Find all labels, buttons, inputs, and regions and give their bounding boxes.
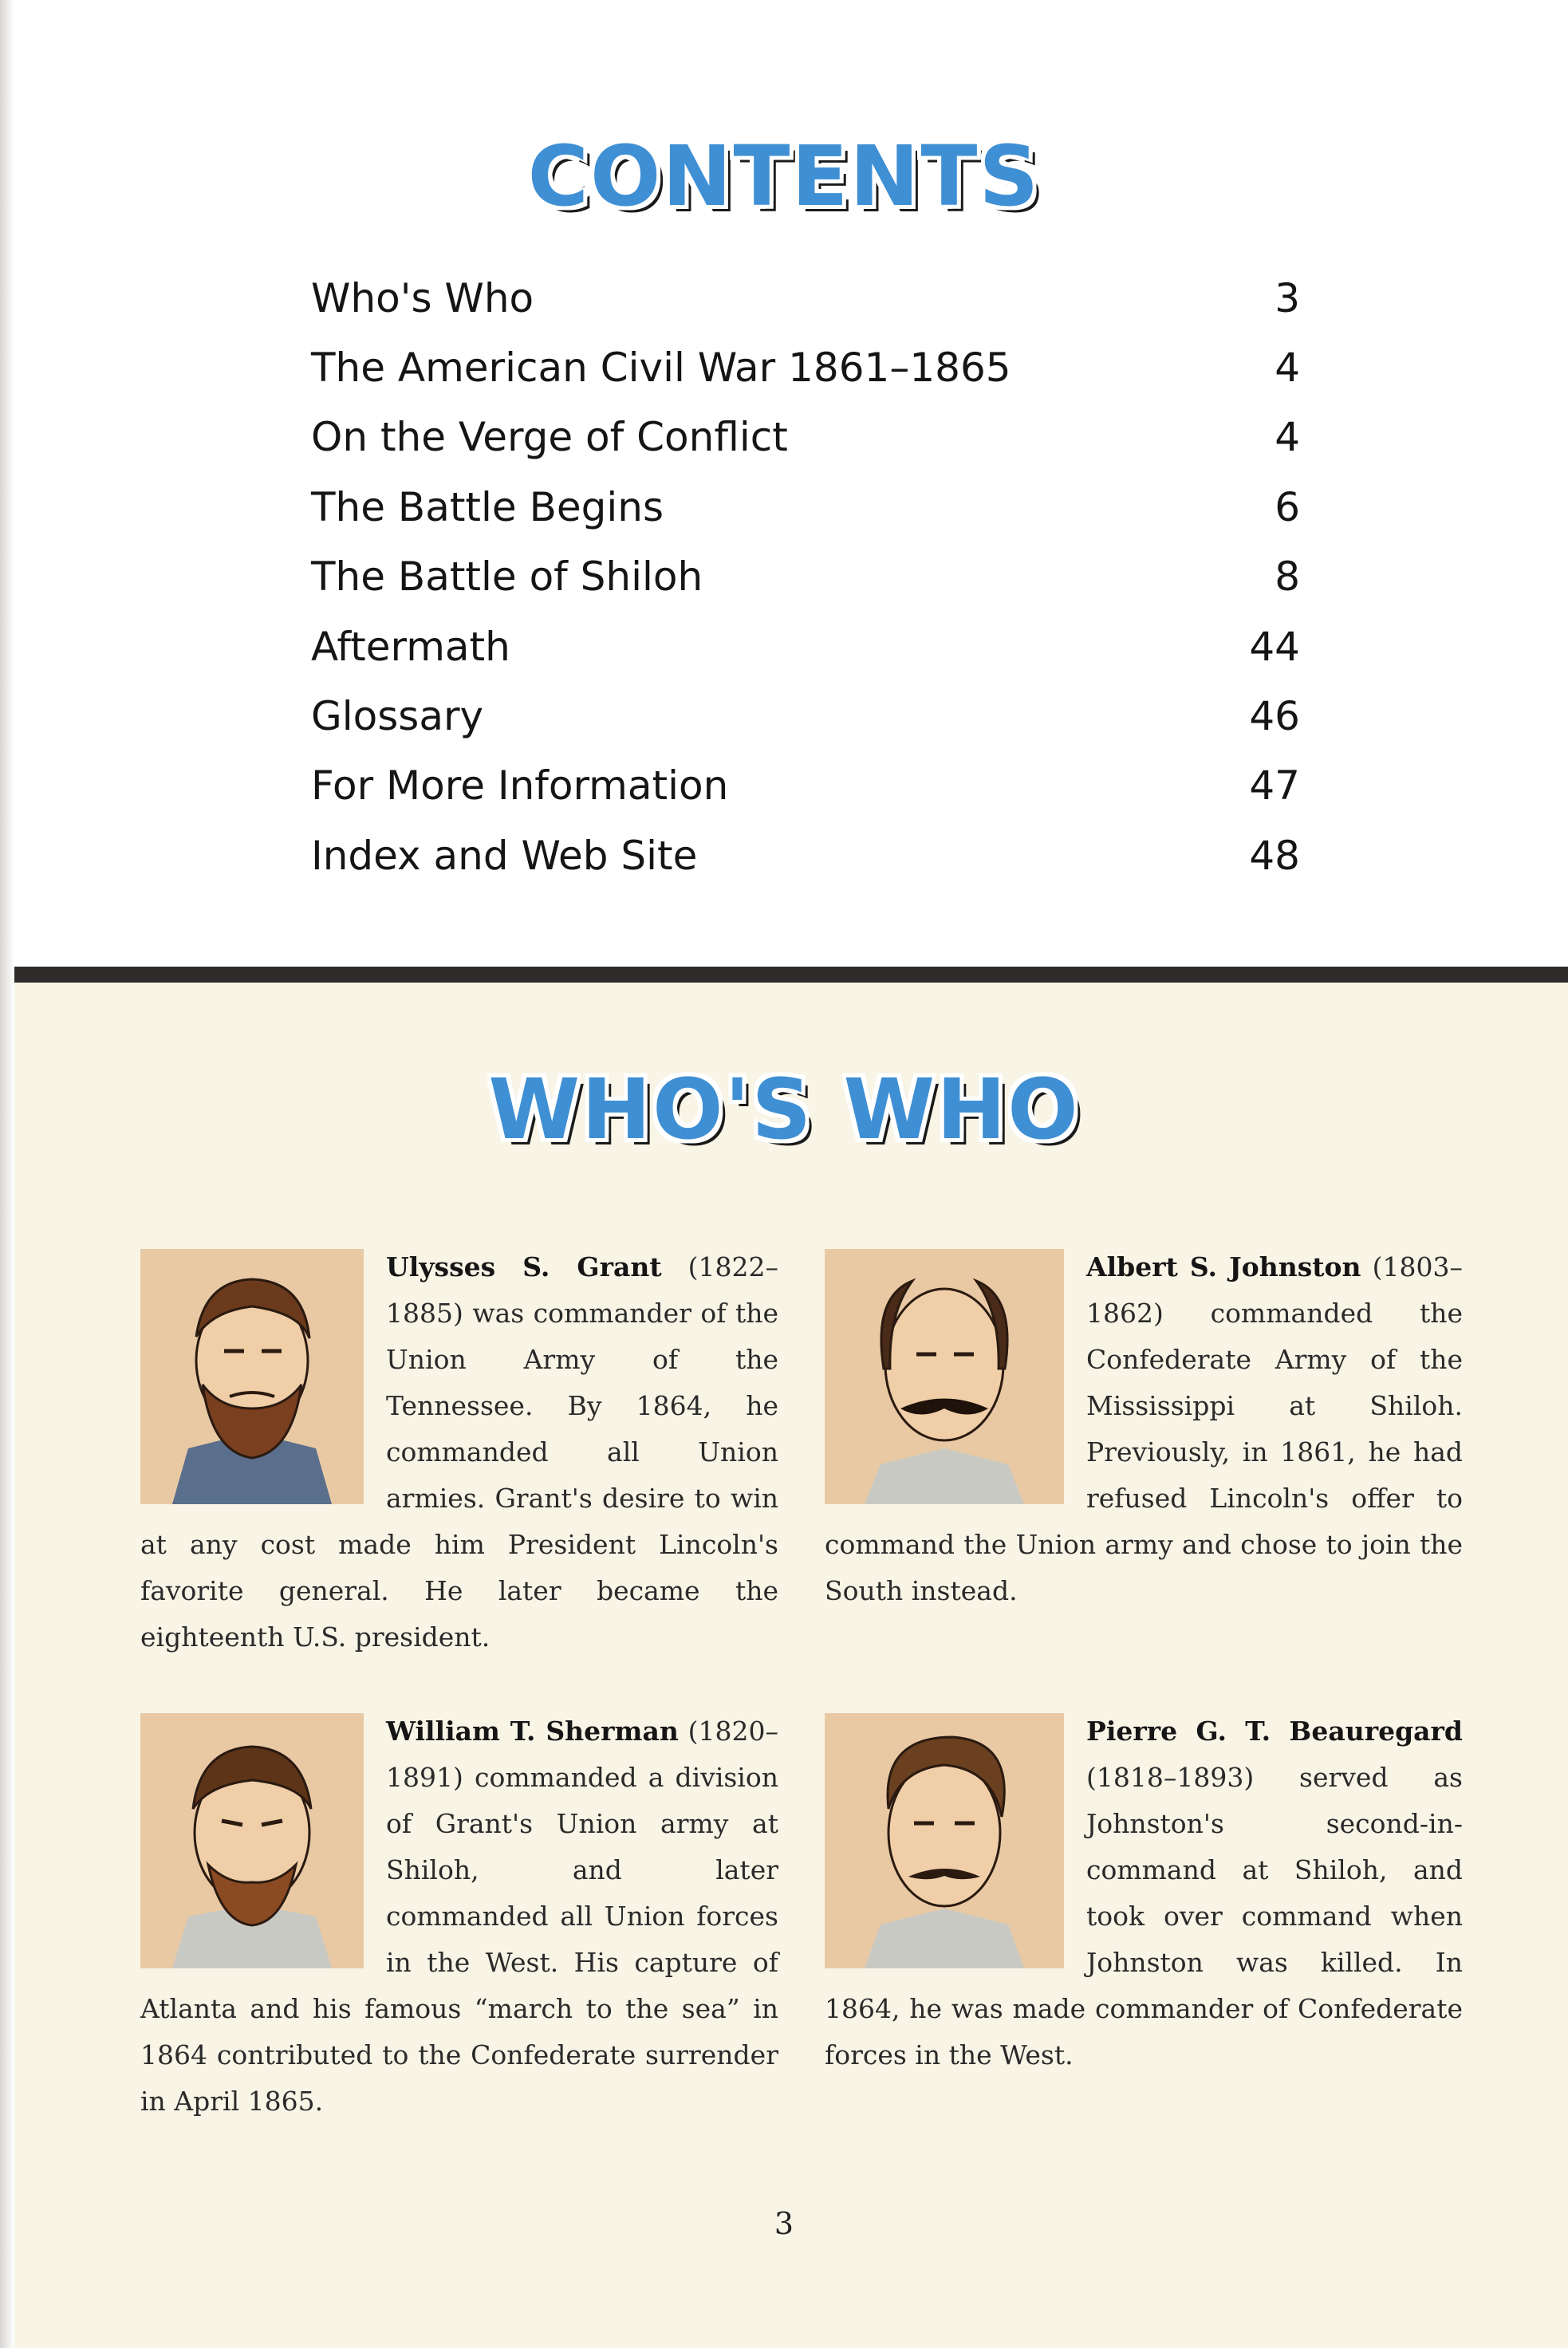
- toc-entry: [311, 472, 1300, 542]
- johnston-portrait: [825, 1249, 1064, 1504]
- bio-grant: [140, 1244, 778, 1661]
- toc-entry-page: 3: [1274, 274, 1300, 321]
- bio-sherman: [140, 1708, 778, 2125]
- toc-entry-title: The Battle Begins: [311, 483, 664, 530]
- contents-heading: CONTENTS: [527, 128, 1041, 225]
- bio-johnston: [825, 1244, 1463, 1614]
- bio-name: Ulysses S. Grant: [386, 1251, 662, 1282]
- toc-entry: [311, 263, 1300, 333]
- toc-entry-page: 4: [1274, 345, 1300, 392]
- bio-text: (1822–1885) was commander of the Union Army of the Tennessee. By 1864, he commanded all Union armies. Grant's desire to win at any cost made him President Lincoln's favorite general. He later became the eighteenth U.S. president.: [140, 1251, 778, 1653]
- toc-entry: [311, 751, 1300, 821]
- toc-entry: [311, 403, 1300, 472]
- toc-entry-title: Index and Web Site: [311, 832, 698, 879]
- bio-text: (1803–1862) commanded the Confederate Army of the Mississippi at Shiloh. Previously, in 1861, he had refused Lincoln's offer to command the Union army and chose to join the South instead.: [825, 1251, 1463, 1606]
- whos-who-heading: WHO'S WHO: [488, 1061, 1080, 1158]
- toc-entry-title: On the Verge of Conflict: [311, 414, 788, 461]
- toc-entry-title: Who's Who: [311, 274, 534, 321]
- toc-entry-page: 6: [1274, 483, 1300, 530]
- toc-entry-page: 46: [1249, 693, 1300, 740]
- toc-entry-page: 4: [1274, 414, 1300, 461]
- toc-entry-title: Glossary: [311, 693, 484, 740]
- toc-entry: [311, 681, 1300, 750]
- toc-entry-page: 48: [1249, 832, 1300, 879]
- page-number: 3: [774, 2206, 794, 2241]
- toc-entry-title: The Battle of Shiloh: [311, 554, 703, 601]
- toc-entry-title: The American Civil War 1861–1865: [311, 345, 1011, 392]
- page-gutter: [0, 0, 14, 2348]
- toc-entry-title: Aftermath: [311, 623, 510, 670]
- toc-entry-page: 47: [1249, 762, 1300, 810]
- whos-who-section: [14, 983, 1568, 2348]
- bio-name: Pierre G. T. Beauregard: [1086, 1716, 1463, 1747]
- toc-entry: [311, 612, 1300, 681]
- sherman-portrait: [140, 1713, 364, 1968]
- toc-entry: [311, 821, 1300, 890]
- section-divider: [14, 967, 1568, 983]
- grant-portrait: [140, 1249, 364, 1504]
- bio-text: (1818–1893) served as Johnston's second-in-command at Shiloh, and took over command when Johnston was killed. In 1864, he was made commander of Confederate forces in the West.: [825, 1762, 1463, 2070]
- toc-entry: [311, 542, 1300, 612]
- bio-name: William T. Sherman: [386, 1716, 679, 1747]
- toc-entry-title: For More Information: [311, 762, 729, 810]
- toc-entry-page: 44: [1249, 623, 1300, 670]
- bio-name: Albert S. Johnston: [1086, 1251, 1361, 1282]
- bio-beauregard: [825, 1708, 1463, 2078]
- bio-text: (1820–1891) commanded a division of Grant's Union army at Shiloh, and later commanded all Union forces in the West. His capture of Atlanta and his famous “march to the sea” in 1864 contributed to the Confederate surrender in April 1865.: [140, 1716, 778, 2117]
- toc-entry-page: 8: [1274, 554, 1300, 601]
- beauregard-portrait: [825, 1713, 1064, 1968]
- table-of-contents: [311, 263, 1300, 891]
- toc-entry: [311, 333, 1300, 402]
